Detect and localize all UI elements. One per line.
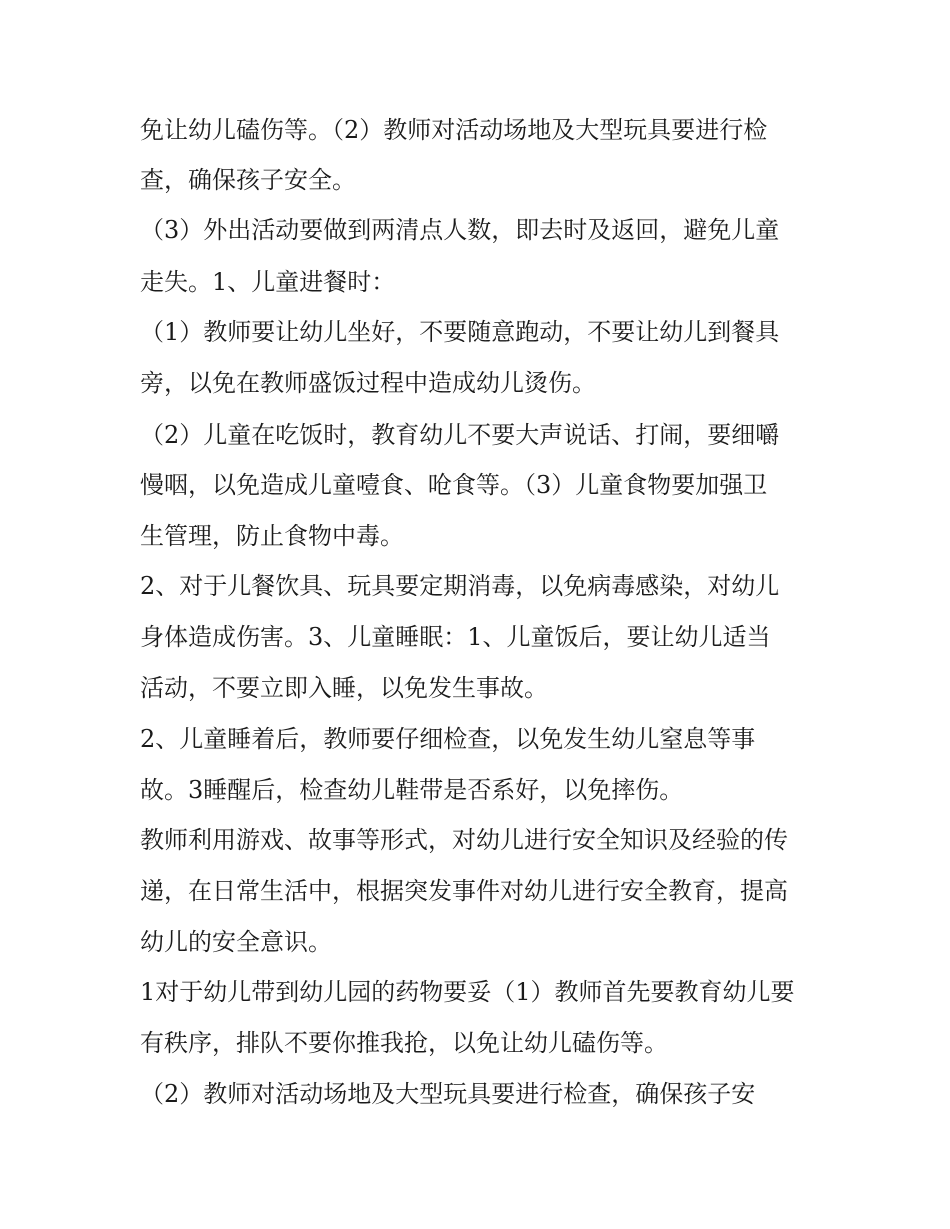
text-line: （1）教师要让幼儿坐好，不要随意跑动，不要让幼儿到餐具	[140, 318, 780, 346]
text-line: 有秩序，排队不要你推我抢，以免让幼儿磕伤等。	[140, 1029, 668, 1057]
text-line: 免让幼儿磕伤等。（2）教师对活动场地及大型玩具要进行检	[140, 116, 768, 144]
text-line: （2）教师对活动场地及大型玩具要进行检查，确保孩子安	[140, 1080, 756, 1108]
text-line: 生管理，防止食物中毒。	[140, 522, 404, 550]
text-line: 递，在日常生活中，根据突发事件对幼儿进行安全教育，提高	[140, 877, 788, 905]
text-line: （2）儿童在吃饭时，教育幼儿不要大声说话、打闹，要细嚼	[140, 421, 780, 449]
text-line: 查，确保孩子安全。	[140, 166, 356, 194]
text-line: 旁，以免在教师盛饭过程中造成幼儿烫伤。	[140, 369, 596, 397]
text-line: 幼儿的安全意识。	[140, 928, 332, 956]
text-line: 活动，不要立即入睡，以免发生事故。	[140, 674, 548, 702]
text-line: 1对于幼儿带到幼儿园的药物要妥（1）教师首先要教育幼儿要	[140, 978, 795, 1006]
text-line: 走失。1、儿童进餐时：	[140, 268, 396, 296]
text-line: 慢咽，以免造成儿童噎食、呛食等。（3）儿童食物要加强卫	[140, 471, 768, 499]
text-line: 身体造成伤害。3、儿童睡眠：1、儿童饭后，要让幼儿适当	[140, 623, 771, 651]
text-line: 2、对于儿餐饮具、玩具要定期消毒，以免病毒感染，对幼儿	[140, 572, 780, 600]
text-line: 教师利用游戏、故事等形式，对幼儿进行安全知识及经验的传	[140, 826, 788, 854]
text-line: 故。3睡醒后，检查幼儿鞋带是否系好，以免摔伤。	[140, 776, 684, 804]
text-line: 2、儿童睡着后，教师要仔细检查，以免发生幼儿窒息等事	[140, 725, 756, 753]
text-line: （3）外出活动要做到两清点人数，即去时及返回，避免儿童	[140, 216, 780, 244]
